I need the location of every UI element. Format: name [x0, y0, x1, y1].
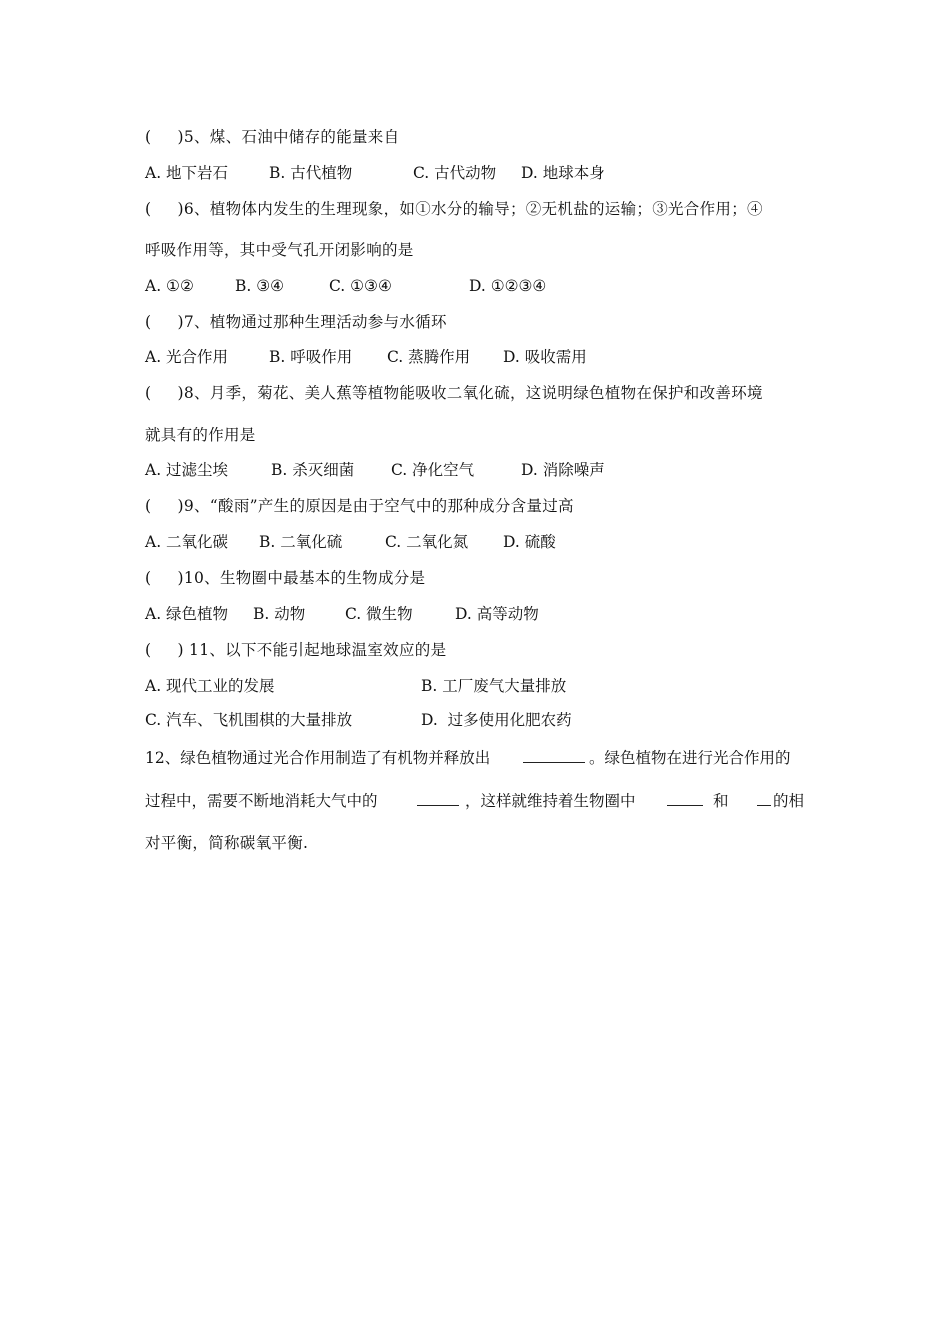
- q12-blank-3: [667, 791, 703, 811]
- question-7-stem: ( )7、植物通过那种生理活动参与水循环: [145, 313, 447, 331]
- option-c: C. ①③④: [329, 277, 392, 295]
- q12-text-6: 的相: [773, 792, 805, 810]
- option-b: B. 古代植物: [269, 164, 353, 182]
- option-d: D. 高等动物: [455, 605, 539, 623]
- q12-text-4: ，这样就维持着生物圈中: [465, 792, 636, 810]
- q12-text-3: 过程中，需要不断地消耗大气中的: [145, 792, 378, 810]
- option-d: D. 硫酸: [503, 533, 556, 551]
- option-b: B. 杀灭细菌: [271, 461, 355, 479]
- option-b: B. 二氧化硫: [259, 533, 343, 551]
- option-a: A. 绿色植物: [145, 605, 229, 623]
- option-b: B. 呼吸作用: [269, 348, 353, 366]
- option-c: C. 蒸腾作用: [387, 348, 471, 366]
- question-9-stem: ( )9、“酸雨”产生的原因是由于空气中的那种成分含量过高: [145, 497, 574, 515]
- option-a: A. 地下岩石: [145, 164, 229, 182]
- q12-text-2: 。绿色植物在进行光合作用的: [589, 749, 791, 767]
- option-c: C. 微生物: [345, 605, 413, 623]
- question-12-line3: 对平衡，简称碳氧平衡.: [145, 834, 309, 852]
- q12-text-5: 和: [713, 792, 729, 810]
- q12-blank-1: [523, 748, 585, 768]
- option-d: D. 吸收需用: [503, 348, 587, 366]
- question-5-stem: ( )5、煤、石油中储存的能量来自: [145, 128, 400, 146]
- q12-blank-2: [417, 791, 459, 811]
- question-8-stem-line2: 就具有的作用是: [145, 426, 256, 444]
- option-a: A. 现代工业的发展: [145, 677, 275, 695]
- option-a: A. ①②: [145, 277, 194, 295]
- option-d: D. 消除噪声: [521, 461, 605, 479]
- q12-text-1: 12、绿色植物通过光合作用制造了有机物并释放出: [145, 749, 491, 767]
- option-b: B. ③④: [235, 277, 285, 295]
- option-b: B. 工厂废气大量排放: [421, 677, 567, 695]
- option-d: D. 过多使用化肥农药: [421, 711, 572, 729]
- option-a: A. 过滤尘埃: [145, 461, 229, 479]
- option-d: D. ①②③④: [469, 277, 547, 295]
- question-10-stem: ( )10、生物圈中最基本的生物成分是: [145, 569, 426, 587]
- option-c: C. 二氧化氮: [385, 533, 469, 551]
- question-6-stem-line1: ( )6、植物体内发生的生理现象，如①水分的输导；②无机盐的运输；③光合作用；④: [145, 200, 763, 218]
- q12-blank-4: [757, 791, 771, 811]
- option-c: C. 净化空气: [391, 461, 475, 479]
- option-a: A. 二氧化碳: [145, 533, 229, 551]
- option-a: A. 光合作用: [145, 348, 229, 366]
- option-b: B. 动物: [253, 605, 306, 623]
- question-8-stem-line1: ( )8、月季，菊花、美人蕉等植物能吸收二氧化硫，这说明绿色植物在保护和改善环境: [145, 384, 763, 402]
- question-6-stem-line2: 呼吸作用等，其中受气孔开闭影响的是: [145, 241, 414, 259]
- question-11-stem: ( ) 11、以下不能引起地球温室效应的是: [145, 641, 447, 659]
- option-c: C. 汽车、飞机围棋的大量排放: [145, 711, 353, 729]
- option-d: D. 地球本身: [521, 164, 605, 182]
- option-c: C. 古代动物: [413, 164, 497, 182]
